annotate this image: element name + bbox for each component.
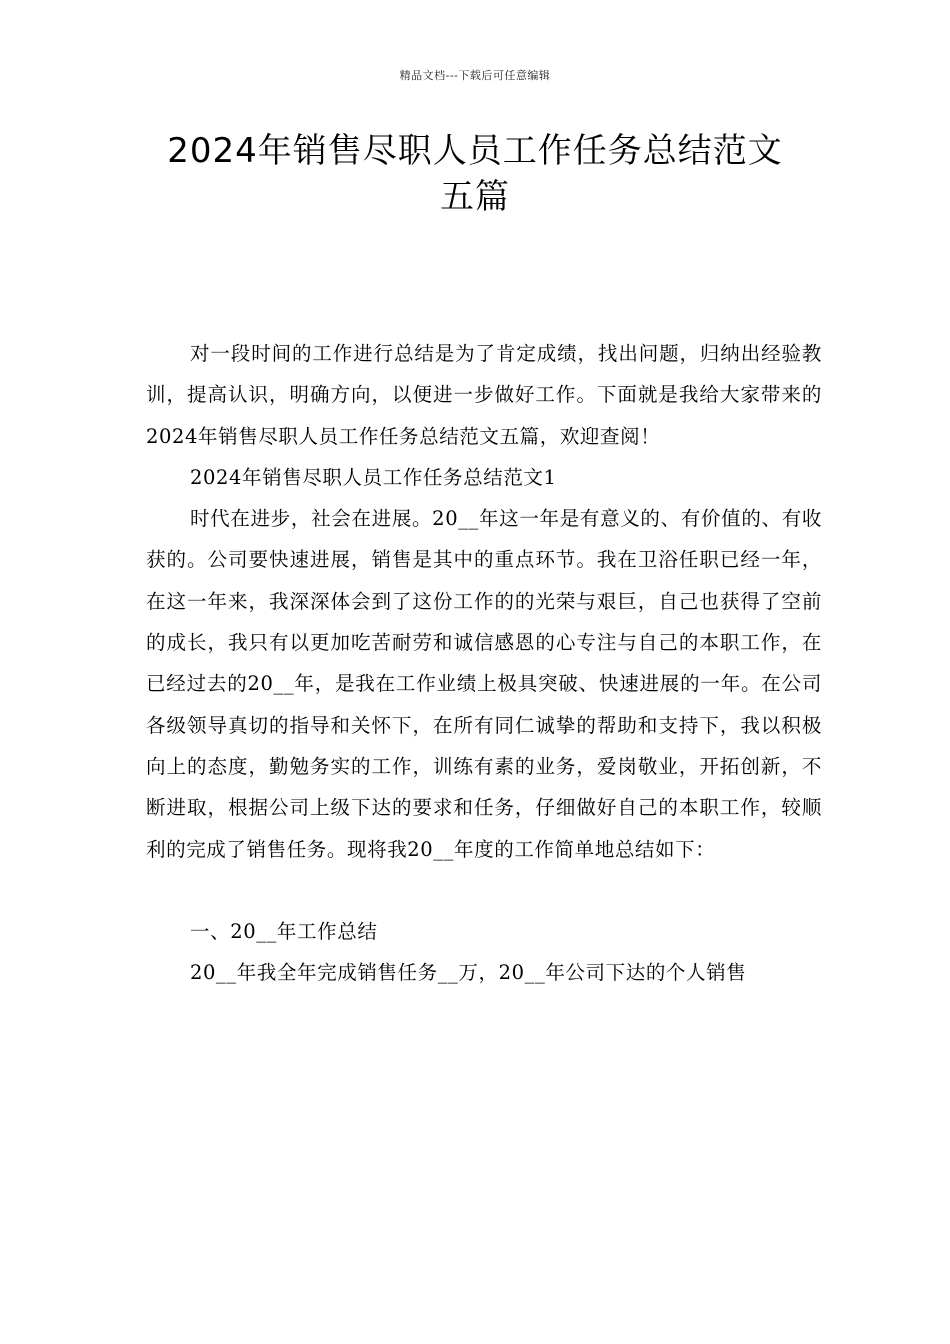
section-title: 2024年销售尽职人员工作任务总结范文1 [190, 465, 557, 489]
title-line-1: 2024年销售尽职人员工作任务总结范文 [167, 131, 783, 171]
document-title [120, 128, 830, 220]
header-note: 精品文档---下载后可任意编辑 [399, 69, 551, 82]
subheading: 一、20__年工作总结 [190, 919, 378, 943]
body-paragraph: 时代在进步，社会在进展。20__年这一年是有意义的、有价值的、有收获的。公司要快速进展，销售是其中的重点环节。我在卫浴任职已经一年，在这一年来，我深深体会到了这份工作的的光荣与艰巨，自己也获得了空前的成长，我只有以更加吃苦耐劳和诚信感恩的心专注与自己的本职工作，在已经过去的20__年，是我在工作业绩上极具突破、快速进展的一年。在公司各级领导真切的指导和关怀下，在所有同仁诚挚的帮助和支持下，我以积极向上的态度，勤勉务实的工作，训练有素的业务，爱岗敬业，开拓创新，不断进取，根据公司上级下达的要求和任务，仔细做好自己的本职工作，较顺利的完成了销售任务。现将我20__年度的工作简单地总结如下： [146, 507, 822, 861]
document-body [146, 333, 822, 993]
body-paragraph: 20__年我全年完成销售任务__万，20__年公司下达的个人销售 [190, 961, 747, 985]
intro-paragraph: 对一段时间的工作进行总结是为了肯定成绩，找出问题，归纳出经验教训，提高认识，明确方向，以便进一步做好工作。下面就是我给大家带来的2024年销售尽职人员工作任务总结范文五篇，欢迎查阅！ [146, 342, 822, 448]
title-line-2: 五篇 [440, 177, 510, 217]
